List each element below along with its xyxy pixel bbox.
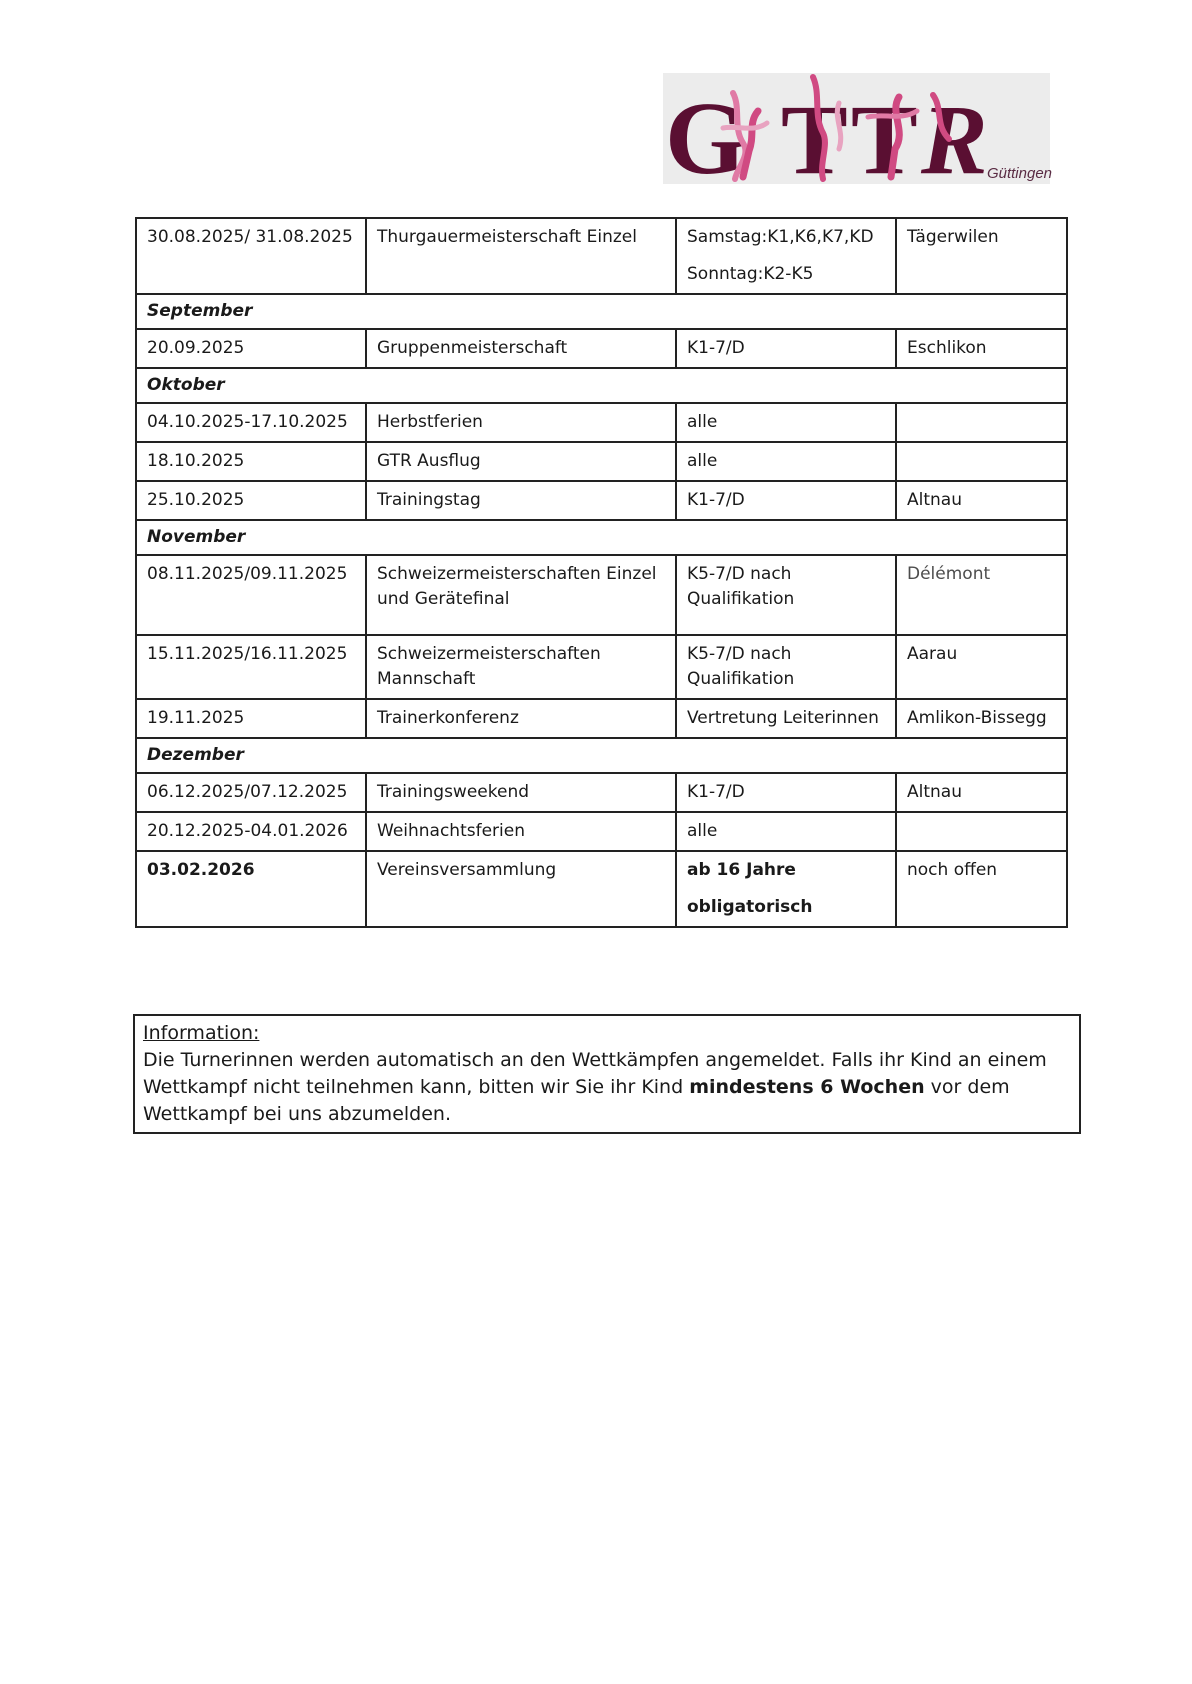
participants-cell [676,481,896,520]
participants-cell [676,773,896,812]
location-cell [896,812,1067,851]
event-cell: Gruppenmeisterschaft [366,329,676,368]
participants-cell [676,555,896,635]
schedule-table [135,217,1068,928]
participants-cell [676,329,896,368]
participants-line: Sonntag:K2-K5 [687,264,814,284]
event-cell: Schweizermeisterschaften Mannschaft [366,635,676,699]
participants-cell [676,851,896,927]
schedule-row [136,773,1067,812]
location-cell: Délémont [896,555,1067,635]
participants-line: K1-7/D [687,782,745,802]
event-cell: Weihnachtsferien [366,812,676,851]
participants-line: Vertretung Leiterinnen [687,708,879,728]
participants-cell [676,218,896,294]
month-label: November [136,520,1067,555]
location-cell: Tägerwilen [896,218,1067,294]
participants-line: K1-7/D [687,338,745,358]
participants-cell [676,635,896,699]
event-cell: Vereinsversammlung [366,851,676,927]
date-cell: 06.12.2025/07.12.2025 [136,773,366,812]
schedule-row [136,699,1067,738]
information-text-emphasis: mindestens 6 Wochen [689,1076,925,1098]
location-cell: Altnau [896,481,1067,520]
location-cell [896,403,1067,442]
schedule-row [136,218,1067,294]
participants-line: K1-7/D [687,490,745,510]
schedule-row [136,851,1067,927]
month-label: September [136,294,1067,329]
month-header-row [136,738,1067,773]
event-cell: Herbstferien [366,403,676,442]
participants-line: K5-7/D nach Qualifikation [687,644,795,689]
month-label: Oktober [136,368,1067,403]
participants-cell [676,442,896,481]
schedule-row [136,403,1067,442]
date-cell: 20.12.2025-04.01.2026 [136,812,366,851]
logo-letter-r: R [921,84,988,184]
date-cell: 20.09.2025 [136,329,366,368]
date-cell: 25.10.2025 [136,481,366,520]
participants-line: ab 16 Jahre [687,860,796,880]
logo-letter-t1: T [781,84,848,184]
participants-line: alle [687,412,718,432]
participants-line: Samstag:K1,K6,K7,KD [687,227,874,247]
event-cell: Thurgauermeisterschaft Einzel [366,218,676,294]
month-header-row [136,294,1067,329]
information-box [133,1014,1081,1134]
date-cell: 04.10.2025-17.10.2025 [136,403,366,442]
location-cell: Amlikon-Bissegg [896,699,1067,738]
schedule-row [136,635,1067,699]
information-text [143,1047,1071,1128]
schedule-row [136,442,1067,481]
date-cell: 30.08.2025/ 31.08.2025 [136,218,366,294]
date-cell: 08.11.2025/09.11.2025 [136,555,366,635]
event-cell: Schweizermeisterschaften Einzel und Gerätefinal [366,555,676,635]
participants-line: K5-7/D nach Qualifikation [687,564,795,609]
schedule-row [136,812,1067,851]
information-text-part: vor dem Wettkampf bei uns abzumelden. [143,1076,1010,1125]
gtr-logo [663,73,1050,184]
date-cell: 03.02.2026 [136,851,366,927]
participants-line: obligatorisch [687,897,813,917]
event-cell: Trainerkonferenz [366,699,676,738]
date-cell: 18.10.2025 [136,442,366,481]
event-cell: Trainingsweekend [366,773,676,812]
information-text-part: Die Turnerinnen werden automatisch an den Wettkämpfen angemeldet. Falls ihr Kind an einem Wettkampf nicht teilnehmen kann, bitten wir Sie ihr Kind [143,1049,1047,1098]
schedule-row [136,329,1067,368]
participants-line: alle [687,451,718,471]
location-cell: Altnau [896,773,1067,812]
information-heading: Information: [143,1022,260,1044]
month-label: Dezember [136,738,1067,773]
logo-letter-t2: T [851,84,918,184]
location-cell: noch offen [896,851,1067,927]
month-header-row [136,520,1067,555]
logo-letter-g: G [665,81,746,184]
schedule-row [136,555,1067,635]
month-header-row [136,368,1067,403]
participants-cell [676,403,896,442]
participants-line: alle [687,821,718,841]
location-cell: Eschlikon [896,329,1067,368]
location-cell [896,442,1067,481]
event-cell: Trainingstag [366,481,676,520]
participants-cell [676,812,896,851]
event-cell: GTR Ausflug [366,442,676,481]
date-cell: 19.11.2025 [136,699,366,738]
participants-cell [676,699,896,738]
logo-subtitle: Güttingen [986,165,1052,182]
location-cell: Aarau [896,635,1067,699]
schedule-row [136,481,1067,520]
date-cell: 15.11.2025/16.11.2025 [136,635,366,699]
